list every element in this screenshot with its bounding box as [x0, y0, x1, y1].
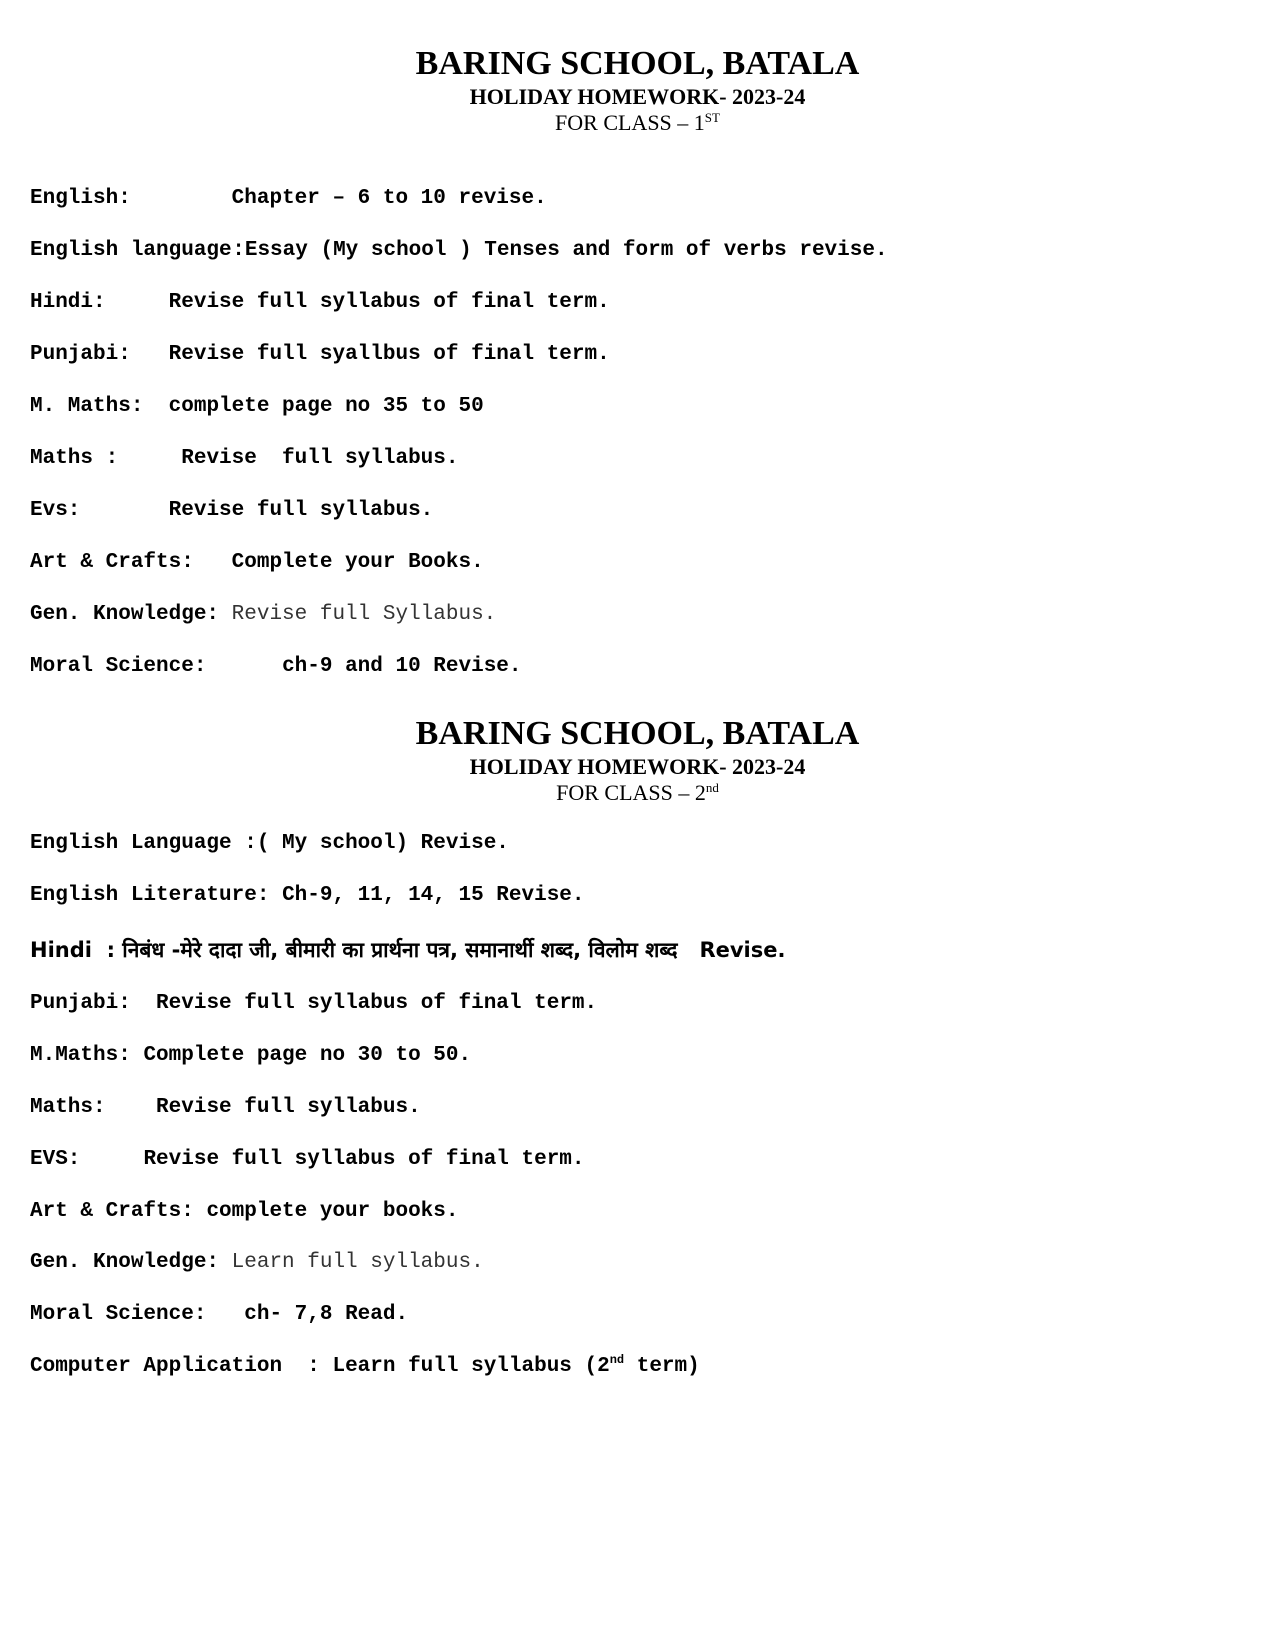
subject-row-m-maths [30, 1043, 471, 1069]
subject-label: Evs: [30, 499, 81, 522]
subject-value: Revise full syllabus of final term. [143, 1148, 585, 1171]
homework-title: HOLIDAY HOMEWORK- 2023-24 [469, 84, 806, 109]
subject-value: Complete your Books. [231, 551, 484, 574]
subject-row-gen-knowledge [30, 602, 496, 628]
subject-value: Revise full syllabus of final term. [156, 992, 598, 1015]
gap [131, 343, 169, 366]
subject-row-english-literature [30, 883, 585, 909]
subject-label: Maths : [30, 447, 119, 470]
gap [131, 1044, 144, 1067]
gap [131, 992, 156, 1015]
section1-header [0, 44, 1275, 136]
subject-row-maths [30, 446, 458, 472]
subject-label: English language [30, 239, 232, 262]
subject-row-gen-knowledge [30, 1250, 484, 1276]
subject-value: : Learn full syllabus (2 [307, 1355, 610, 1378]
gap [143, 395, 168, 418]
subject-row-english-language [30, 831, 509, 857]
subject-label: Punjabi: [30, 992, 131, 1015]
subject-value: complete page no 35 to 50 [168, 395, 484, 418]
subject-label: M. Maths: [30, 395, 144, 418]
subject-row-evs [30, 1147, 585, 1173]
subject-label: Art & Crafts: [30, 551, 194, 574]
subject-value: Revise full syallbus of final term. [168, 343, 610, 366]
gap [80, 499, 168, 522]
subject-label: English: [30, 187, 131, 210]
subject-label: EVS: [30, 1148, 81, 1171]
homework-title: HOLIDAY HOMEWORK- 2023-24 [469, 754, 806, 779]
class-label [0, 780, 1275, 806]
subject-value: complete your books. [206, 1200, 459, 1223]
gap [219, 1251, 232, 1274]
subject-row-evs [30, 498, 433, 524]
subject-row-art-crafts [30, 1199, 458, 1225]
gap [194, 1200, 207, 1223]
gap [206, 1303, 244, 1326]
subject-value: Revise full Syllabus. [231, 603, 497, 626]
class-text: FOR CLASS – 1 [555, 110, 705, 135]
subject-label: Hindi: [30, 291, 106, 314]
subject-value: ch-9 and 10 Revise. [282, 655, 522, 678]
subject-row-hindi [30, 290, 610, 316]
subject-value-tail: term) [624, 1355, 700, 1378]
gap [269, 884, 282, 907]
subject-row-art-crafts [30, 550, 484, 576]
gap [106, 1096, 156, 1119]
subject-label: English Literature: [30, 884, 270, 907]
subject-row-m-maths [30, 394, 484, 420]
subject-label: Maths: [30, 1096, 106, 1119]
subject-value: : निबंध -मेरे दादा जी, बीमारी का प्रार्थना पत्र, समानार्थी शब्द, विलोम शब्द Revise. [106, 938, 786, 962]
subject-value: Learn full syllabus. [231, 1251, 484, 1274]
subject-row-english-language [30, 238, 888, 264]
gap [92, 938, 107, 962]
subject-row-punjabi [30, 991, 597, 1017]
gap [232, 832, 245, 855]
subject-value: Revise full syllabus. [156, 1096, 421, 1119]
subject-row-computer-application [30, 1354, 700, 1380]
subject-value: :( My school) Revise. [244, 832, 509, 855]
ordinal-sup: nd [609, 1353, 625, 1367]
class-sup: nd [705, 780, 719, 795]
subject-row-punjabi [30, 342, 610, 368]
subject-label: Art & Crafts: [30, 1200, 194, 1223]
gap [118, 447, 181, 470]
class-label [0, 110, 1275, 136]
gap [194, 551, 232, 574]
subject-value: Revise full syllabus. [181, 447, 459, 470]
subject-row-maths [30, 1095, 421, 1121]
subject-label: Hindi [30, 938, 92, 962]
gap [206, 655, 282, 678]
subject-label: Moral Science: [30, 1303, 207, 1326]
school-name: BARING SCHOOL, BATALA [415, 715, 860, 752]
gap [131, 187, 232, 210]
gap [219, 603, 232, 626]
subject-value: Complete page no 30 to 50. [143, 1044, 472, 1067]
subject-value: Ch-9, 11, 14, 15 Revise. [282, 884, 585, 907]
subject-label: Moral Science: [30, 655, 207, 678]
school-name: BARING SCHOOL, BATALA [415, 45, 860, 82]
subject-row-english [30, 186, 547, 212]
subject-value: :Essay (My school ) Tenses and form of verbs revise. [232, 239, 888, 262]
section2-header [0, 714, 1275, 806]
gap [282, 1355, 307, 1378]
subject-value: Revise full syllabus. [168, 499, 434, 522]
subject-row-hindi [30, 937, 785, 963]
subject-value: Chapter – 6 to 10 revise. [231, 187, 547, 210]
subject-label: Gen. Knowledge: [30, 1251, 220, 1274]
gap [80, 1148, 143, 1171]
subject-label: English Language [30, 832, 232, 855]
gap [106, 291, 169, 314]
subject-row-moral-science [30, 1302, 408, 1328]
class-text: FOR CLASS – 2 [556, 780, 706, 805]
subject-label: Computer Application [30, 1355, 283, 1378]
subject-value: Revise full syllabus of final term. [168, 291, 610, 314]
subject-label: Punjabi: [30, 343, 131, 366]
subject-label: M.Maths: [30, 1044, 131, 1067]
subject-row-moral-science [30, 654, 522, 680]
subject-value: ch- 7,8 Read. [244, 1303, 409, 1326]
subject-label: Gen. Knowledge: [30, 603, 220, 626]
class-sup: ST [704, 110, 720, 125]
